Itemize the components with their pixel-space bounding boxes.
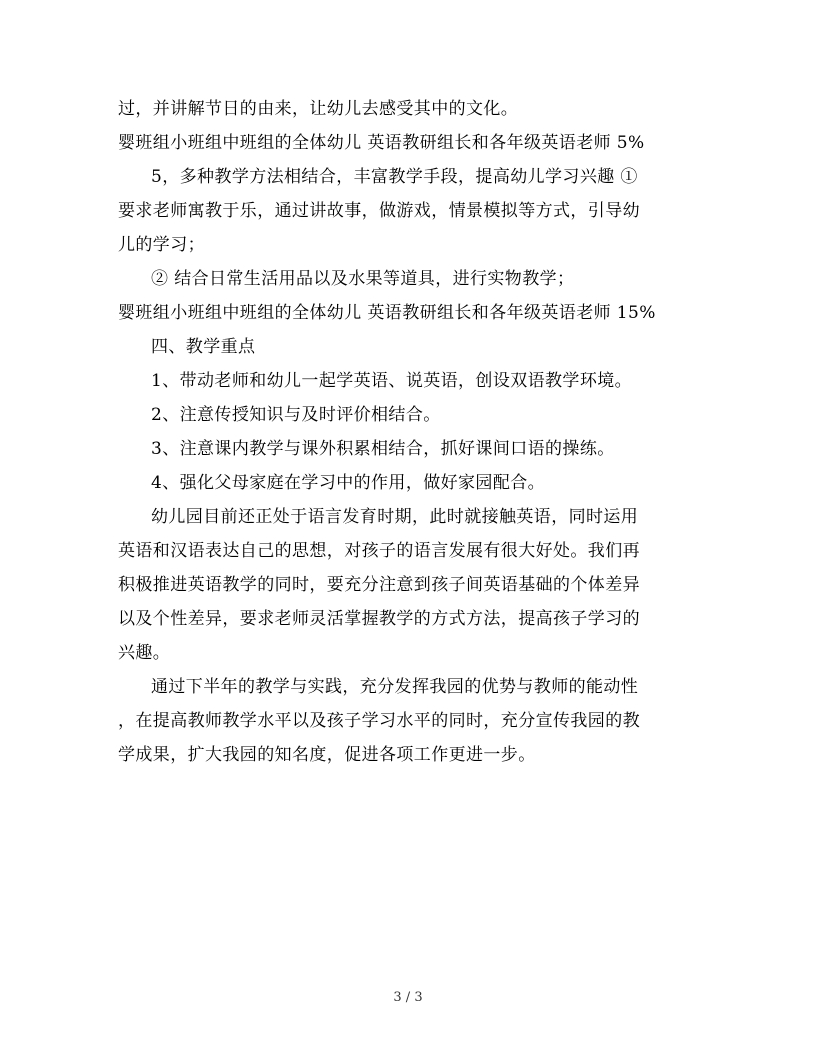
paragraph-line: ② 结合日常生活用品以及水果等道具，进行实物教学； [151, 269, 575, 289]
paragraph-line: ，在提高教师教学水平以及孩子学习水平的同时，充分宣传我园的教 [118, 711, 640, 731]
list-item: 1、带动老师和幼儿一起学英语、说英语，创设双语教学环境。 [151, 371, 633, 391]
paragraph-line: 积极推进英语教学的同时，要充分注意到孩子间英语基础的个体差异 [118, 575, 640, 595]
list-item: 4、强化父母家庭在学习中的作用，做好家园配合。 [151, 473, 546, 493]
paragraph-line: 婴班组小班组中班组的全体幼儿 英语教研组长和各年级英语老师 15% [118, 303, 656, 323]
list-item: 3、注意课内教学与课外积累相结合，抓好课间口语的操练。 [151, 439, 615, 459]
list-item: 2、注意传授知识与及时评价相结合。 [151, 405, 441, 425]
paragraph-line: 通过下半年的教学与实践，充分发挥我园的优势与教师的能动性 [151, 677, 639, 697]
page-number: 3 / 3 [393, 990, 423, 1005]
paragraph-line: 儿的学习； [118, 235, 205, 255]
paragraph-line: 过，并讲解节日的由来，让幼儿去感受其中的文化。 [118, 99, 519, 119]
paragraph-line: 英语和汉语表达自己的思想，对孩子的语言发展有很大好处。我们再 [118, 541, 640, 561]
paragraph-line: 学成果，扩大我园的知名度，促进各项工作更进一步。 [118, 745, 536, 765]
section-heading: 四、教学重点 [151, 337, 256, 357]
paragraph-line: 幼儿园目前还正处于语言发育时期，此时就接触英语，同时运用 [151, 507, 639, 527]
paragraph-line: 5，多种教学方法相结合，丰富教学手段，提高幼儿学习兴趣 ① [151, 167, 638, 187]
paragraph-line: 以及个性差异，要求老师灵活掌握教学的方式方法，提高孩子学习的 [118, 609, 640, 629]
paragraph-line: 婴班组小班组中班组的全体幼儿 英语教研组长和各年级英语老师 5% [118, 133, 645, 153]
paragraph-line: 兴趣。 [118, 643, 171, 663]
paragraph-line: 要求老师寓教于乐，通过讲故事，做游戏，情景模拟等方式，引导幼 [118, 201, 640, 221]
document-body [118, 92, 708, 772]
